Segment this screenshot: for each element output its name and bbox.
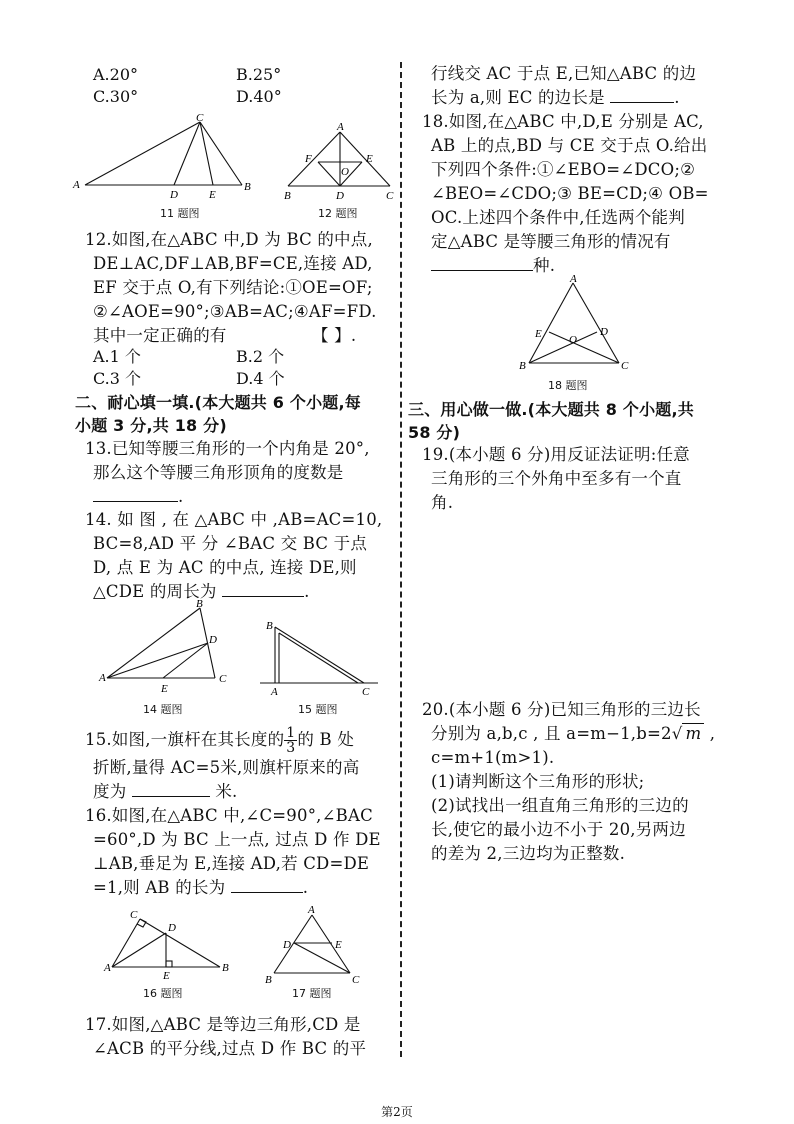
q15-line3-pre: 度为	[93, 782, 127, 801]
svg-text:B: B	[244, 181, 251, 193]
svg-text:B: B	[266, 620, 273, 632]
svg-text:D: D	[168, 922, 176, 934]
svg-text:B: B	[222, 962, 229, 974]
q14-end: .	[304, 582, 310, 601]
svg-text:A: A	[99, 672, 106, 684]
q20-radicand: m	[682, 723, 704, 743]
caption-fig15: 15 题图	[298, 703, 338, 716]
q18-blank	[431, 256, 533, 271]
q13-blank	[93, 487, 178, 502]
q16-line1: 16.如图,在△ABC 中,∠C=90°,∠BAC	[85, 806, 373, 825]
svg-text:B: B	[265, 974, 272, 986]
svg-text:B: B	[519, 360, 526, 372]
q16-blank	[231, 878, 303, 893]
svg-text:D: D	[600, 326, 608, 338]
q14-line1: 14. 如 图 , 在 △ABC 中 ,AB=AC=10,	[85, 510, 383, 529]
section3-heading-line2: 58 分)	[408, 423, 461, 442]
q16-line4: =1,则 AB 的长为	[93, 878, 226, 897]
svg-text:E: E	[366, 153, 373, 165]
q14-line4: △CDE 的周长为	[93, 582, 217, 601]
q12-option-b: B.2 个	[236, 347, 285, 366]
figure-17	[262, 903, 362, 988]
q13-line1: 13.已知等腰三角形的一个内角是 20°,	[85, 439, 370, 458]
q18-line3: 下列四个条件:①∠EBO=∠DCO;②	[431, 160, 696, 179]
q11-option-d: D.40°	[236, 87, 282, 106]
section2-heading-line2: 小题 3 分,共 18 分)	[75, 416, 227, 435]
q17-line4: 长为 a,则 EC 的边长是	[431, 88, 605, 107]
svg-text:E: E	[163, 970, 170, 982]
svg-text:B: B	[284, 190, 291, 202]
q15-blank	[132, 782, 210, 797]
q17-blank	[610, 88, 674, 103]
q18-line1: 18.如图,在△ABC 中,D,E 分别是 AC,	[422, 112, 704, 131]
q15-post: 的 B 处	[297, 730, 355, 749]
svg-text:O: O	[569, 334, 577, 346]
svg-text:E: E	[535, 328, 542, 340]
svg-text:D: D	[209, 634, 217, 646]
q17-line1: 17.如图,△ABC 是等边三角形,CD 是	[85, 1015, 361, 1034]
svg-text:A: A	[73, 179, 80, 191]
svg-text:D: D	[336, 190, 344, 202]
svg-text:C: C	[130, 909, 138, 921]
q12-line3: EF 交于点 O,有下列结论:①OE=OF;	[93, 278, 373, 297]
q18-end: 种.	[533, 256, 556, 275]
figure-14	[95, 598, 245, 698]
q14-blank	[222, 582, 304, 597]
q19-line3: 角.	[431, 493, 454, 512]
q16-line2: =60°,D 为 BC 上一点, 过点 D 作 DE	[93, 830, 381, 849]
svg-text:C: C	[196, 112, 204, 124]
caption-fig18: 18 题图	[548, 379, 588, 392]
q12-line2: DE⊥AC,DF⊥AB,BF=CE,连接 AD,	[93, 254, 373, 273]
q20-line2-pre: 分别为 a,b,c , 且 a=m−1,b=2	[431, 724, 672, 743]
q20-line7: 的差为 2,三边均为正整数.	[431, 844, 626, 863]
q12-option-d: D.4 个	[236, 369, 285, 388]
q16-end: .	[302, 878, 309, 897]
figure-16	[100, 905, 240, 985]
q18-line5: OC.上述四个条件中,任选两个能判	[431, 208, 685, 227]
q15-line1	[85, 726, 354, 755]
svg-text:A: A	[271, 686, 278, 698]
q12-option-c: C.3 个	[93, 369, 142, 388]
q20-line5: (2)试找出一组直角三角形的三边的	[431, 796, 689, 815]
svg-text:O: O	[341, 166, 349, 178]
q14-line3: D, 点 E 为 AC 的中点, 连接 DE,则	[93, 558, 357, 577]
page-number: 第2页	[381, 1105, 413, 1119]
q17-line3: 行线交 AC 于点 E,已知△ABC 的边	[431, 64, 697, 83]
q15-fraction	[284, 726, 297, 755]
column-divider	[400, 62, 402, 1057]
q15-line2: 折断,量得 AC=5米,则旗杆原来的高	[93, 758, 360, 777]
q15-pre: 15.如图,一旗杆在其长度的	[85, 730, 285, 749]
caption-fig14: 14 题图	[143, 703, 183, 716]
q13-answer-line	[93, 485, 183, 509]
svg-text:B: B	[196, 598, 203, 610]
svg-text:A: A	[337, 121, 344, 133]
q20-line2	[431, 722, 715, 746]
q19-line2: 三角形的三个外角中至多有一个直	[431, 469, 682, 488]
q17-line4-wrap	[431, 86, 680, 110]
q12-option-a: A.1 个	[93, 347, 141, 366]
q12-answer-bracket: 【 】.	[312, 326, 357, 345]
q18-line2: AB 上的点,BD 与 CE 交于点 O.给出	[431, 136, 708, 155]
q12-line5: 其中一定正确的有	[93, 326, 227, 345]
caption-fig17: 17 题图	[292, 987, 332, 1000]
q19-line1: 19.(本小题 6 分)用反证法证明:任意	[422, 445, 690, 464]
section3-heading-line1: 三、用心做一做.(本大题共 8 个小题,共	[408, 400, 694, 419]
q18-line6: 定△ABC 是等腰三角形的情况有	[431, 232, 671, 251]
q17-line2: ∠ACB 的平分线,过点 D 作 BC 的平	[93, 1039, 367, 1058]
svg-text:E: E	[209, 189, 216, 201]
q13-end: .	[178, 487, 184, 506]
svg-text:C: C	[386, 190, 394, 202]
svg-text:F: F	[305, 153, 312, 165]
q20-line2-post: ,	[704, 724, 716, 743]
svg-text:C: C	[352, 974, 360, 986]
q16-line3: ⊥AB,垂足为 E,连接 AD,若 CD=DE	[93, 854, 370, 873]
svg-text:E: E	[161, 683, 168, 695]
q15-frac-num: 1	[286, 725, 296, 741]
q15-line3-post: 米.	[215, 782, 238, 801]
figure-12	[280, 120, 400, 205]
svg-text:D: D	[283, 939, 291, 951]
figure-15	[258, 615, 383, 700]
q20-line4: (1)请判断这个三角形的形状;	[431, 772, 645, 791]
q14-line2: BC=8,AD 平 分 ∠BAC 交 BC 于点	[93, 534, 368, 553]
figure-11	[70, 112, 260, 202]
q20-line1: 20.(本小题 6 分)已知三角形的三边长	[422, 700, 701, 719]
q15-frac-den: 3	[286, 740, 296, 756]
q12-line4: ②∠AOE=90°;③AB=AC;④AF=FD.	[93, 302, 377, 321]
caption-fig16: 16 题图	[143, 987, 183, 1000]
svg-text:A: A	[308, 904, 315, 916]
figure-18	[515, 275, 635, 375]
sqrt-symbol: √	[671, 724, 683, 743]
section2-heading-line1: 二、耐心填一填.(本大题共 6 个小题,每	[75, 393, 361, 412]
q11-option-a: A.20°	[93, 65, 138, 84]
svg-text:A: A	[104, 962, 111, 974]
q15-line3	[93, 780, 237, 804]
svg-text:C: C	[219, 673, 227, 685]
svg-text:E: E	[335, 939, 342, 951]
q16-line4-wrap	[93, 876, 308, 900]
caption-fig12: 12 题图	[318, 207, 358, 220]
q11-option-b: B.25°	[236, 65, 282, 84]
q20-line6: 长,使它的最小边不小于 20,另两边	[431, 820, 686, 839]
q18-line4: ∠BEO=∠CDO;③ BE=CD;④ OB=	[431, 184, 709, 203]
q20-line3: c=m+1(m>1).	[431, 748, 555, 767]
svg-text:C: C	[621, 360, 629, 372]
svg-text:C: C	[362, 686, 370, 698]
svg-text:A: A	[570, 273, 577, 285]
caption-fig11: 11 题图	[160, 207, 200, 220]
q11-option-c: C.30°	[93, 87, 139, 106]
q12-line1: 12.如图,在△ABC 中,D 为 BC 的中点,	[85, 230, 373, 249]
svg-text:D: D	[170, 189, 178, 201]
q13-line2: 那么这个等腰三角形顶角的度数是	[93, 463, 344, 482]
q17-end: .	[674, 88, 680, 107]
